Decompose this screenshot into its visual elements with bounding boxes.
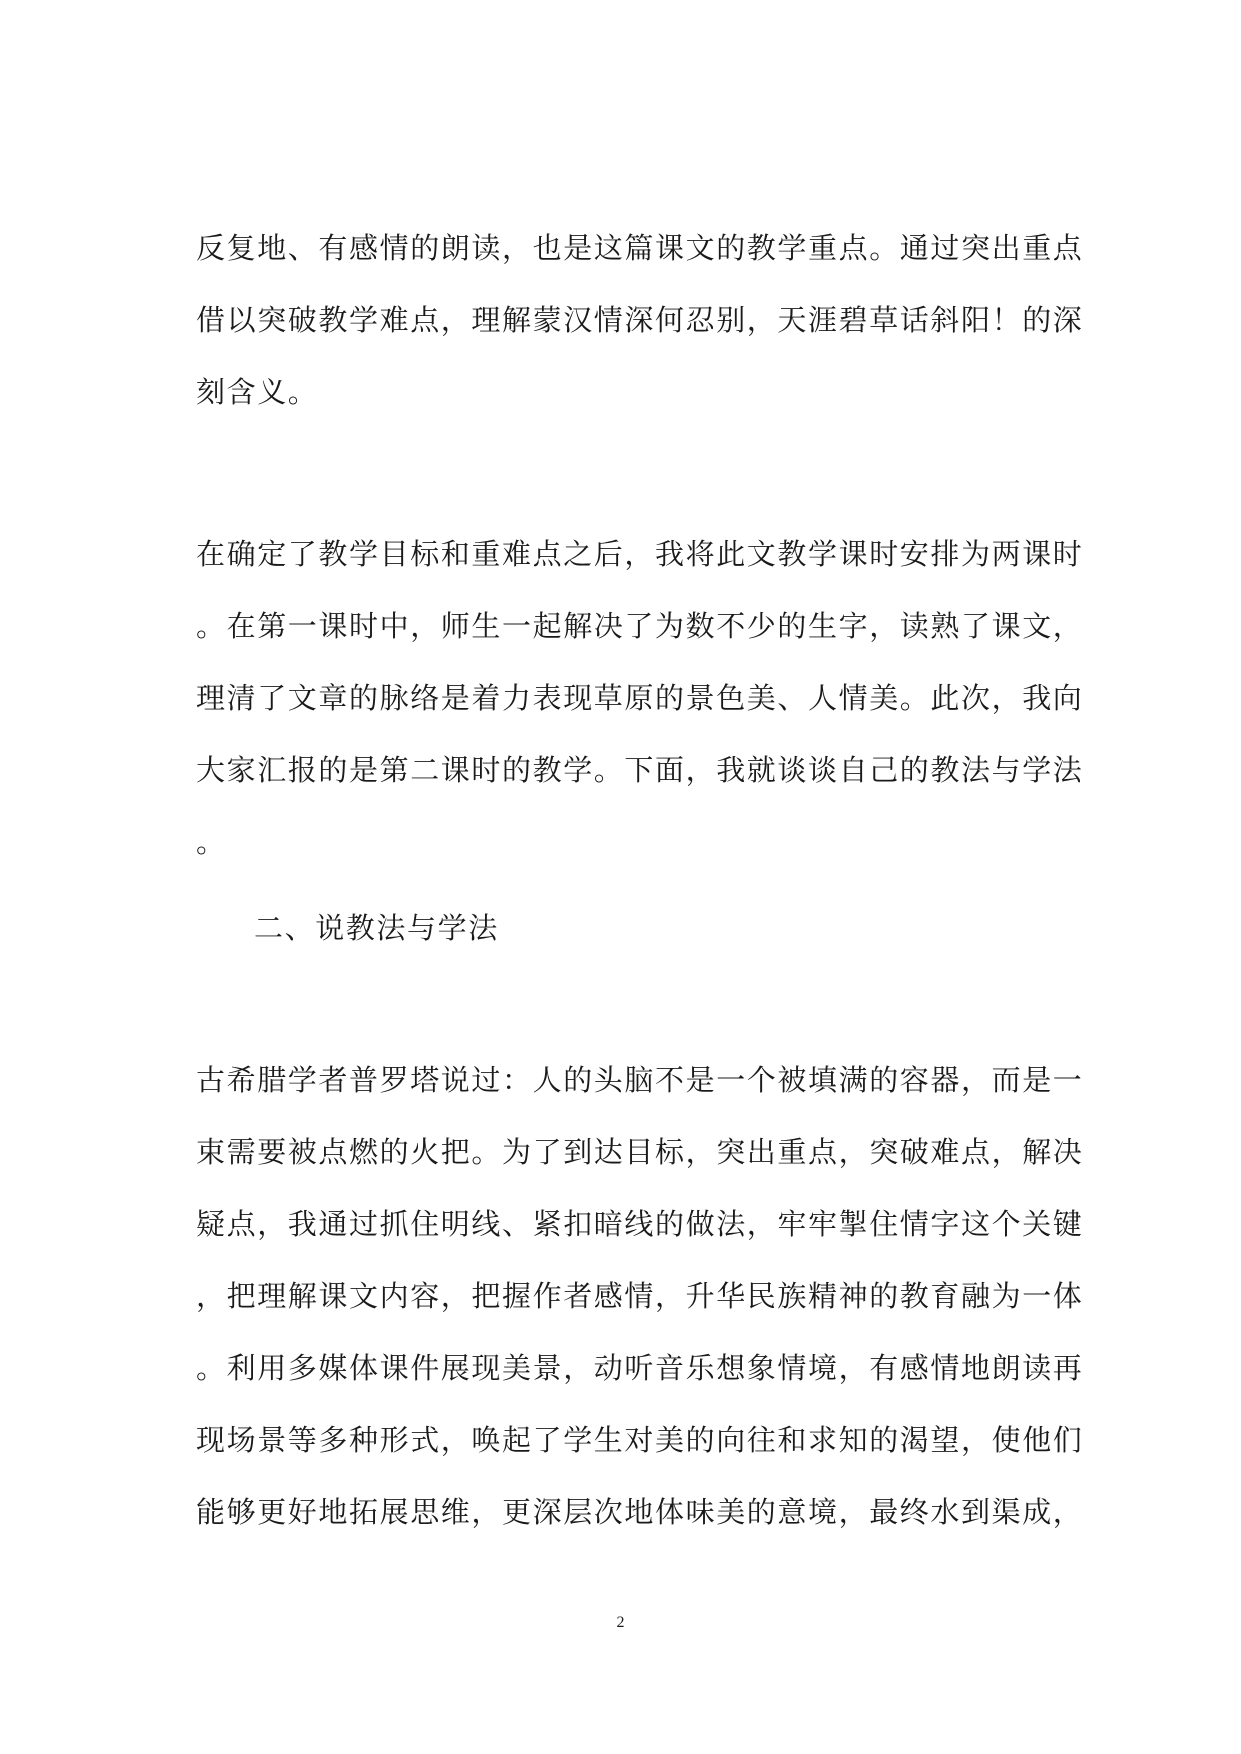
- paragraph-line: 束需要被点燃的火把。为了到达目标，突出重点，突破难点，解决: [196, 1135, 1084, 1169]
- paragraph-line: 刻含义。: [196, 375, 319, 409]
- paragraph-line: ，把理解课文内容，把握作者感情，升华民族精神的教育融为一体: [196, 1279, 1084, 1313]
- paragraph-line: 现场景等多种形式，唤起了学生对美的向往和求知的渴望，使他们: [196, 1423, 1084, 1457]
- paragraph-line: 理清了文章的脉络是着力表现草原的景色美、人情美。此次，我向: [196, 681, 1084, 715]
- paragraph-line: 能够更好地拓展思维，更深层次地体味美的意境，最终水到渠成，: [196, 1495, 1084, 1529]
- paragraph-line: 在确定了教学目标和重难点之后，我将此文教学课时安排为两课时: [196, 537, 1084, 571]
- paragraph-line: 。在第一课时中，师生一起解决了为数不少的生字，读熟了课文，: [196, 609, 1084, 643]
- paragraph-line: 疑点，我通过抓住明线、紧扣暗线的做法，牢牢掣住情字这个关键: [196, 1207, 1084, 1241]
- paragraph-line: 借以突破教学难点，理解蒙汉情深何忍别，天涯碧草话斜阳！的深: [196, 303, 1084, 337]
- paragraph-line: 。: [196, 825, 227, 859]
- section-heading: 二、说教法与学法: [254, 911, 499, 945]
- paragraph-line: 。利用多媒体课件展现美景，动听音乐想象情境，有感情地朗读再: [196, 1351, 1084, 1385]
- paragraph-line: 反复地、有感情的朗读，也是这篇课文的教学重点。通过突出重点: [196, 231, 1084, 265]
- paragraph-line: 大家汇报的是第二课时的教学。下面，我就谈谈自己的教法与学法: [196, 753, 1084, 787]
- paragraph-line: 古希腊学者普罗塔说过：人的头脑不是一个被填满的容器，而是一: [196, 1063, 1084, 1097]
- page-number: 2: [616, 1614, 625, 1631]
